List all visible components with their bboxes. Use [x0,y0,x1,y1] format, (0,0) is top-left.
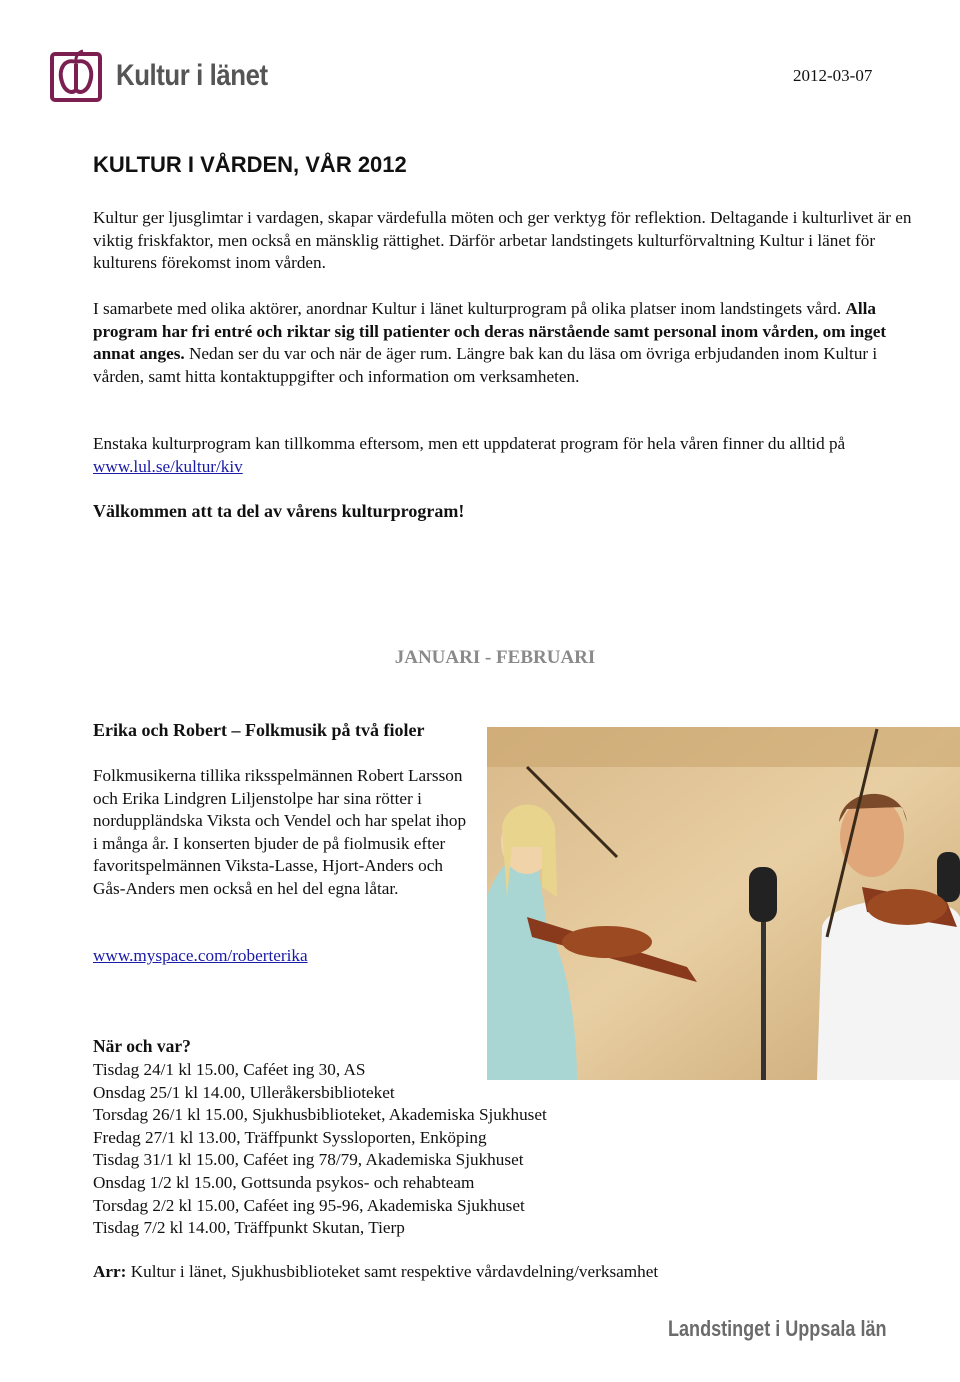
welcome-text: Välkommen att ta del av vårens kulturprogram! [93,501,465,521]
apple-logo-icon [50,48,102,104]
logo-text: Kultur i länet [116,59,268,92]
intro-paragraph-2 [93,298,913,388]
schedule-item: Onsdag 25/1 kl 14.00, Ulleråkersbiblioteket [93,1082,395,1102]
schedule-item: Tisdag 24/1 kl 15.00, Caféet ing 30, AS [93,1060,366,1079]
schedule-item: Tisdag 31/1 kl 15.00, Caféet ing 78/79, Akademiska Sjukhuset [93,1150,524,1170]
kultur-i-lanet-logo [50,48,292,104]
musicians-photo [487,727,960,1080]
schedule-list [93,1059,547,1240]
schedule-item: Fredag 27/1 kl 13.00, Träffpunkt Syssloporten, Enköping [93,1127,487,1147]
event-description: Folkmusikerna tillika riksspelmännen Robert Larsson och Erika Lindgren Liljenstolpe har sina rötter i norduppländska Viksta och Vendel och har spelat ihop i många år. I konserten bjuder de på fiolmusik efter favoritspelmännen Viksta-Lasse, Hjort-Anders och Gås-Anders men också en hel del egna låtar. [93,766,467,898]
organizer-text: Kultur i länet, Sjukhusbiblioteket samt respektive vårdavdelning/verksamhet [126,1262,659,1281]
month-heading: JANUARI - FEBRUARI [394,647,596,668]
landstinget-logo: Landstinget i Uppsala län [668,1316,887,1341]
organizer-line [93,1262,658,1282]
schedule-item: Torsdag 2/2 kl 15.00, Caféet ing 95-96, Akademiska Sjukhuset [93,1195,525,1215]
p2-text-start: I samarbete med olika aktörer, anordnar Kultur i länet kulturprogram på olika platser inom landstingets vård. [93,299,846,318]
document-date: 2012-03-07 [793,66,873,85]
when-where-heading: När och var? [93,1036,191,1056]
p2-text-end: Nedan ser du var och när de äger rum. Längre bak kan du läsa om övriga erbjudanden inom Kultur i vården, samt hitta kontaktuppgifter och information om verksamheten. [93,344,878,386]
organizer-label: Arr: [93,1262,127,1281]
p2-bold-text: Alla program har fri entré och riktar sig till patienter och deras närstående samt personal inom vården, om inget annat anges. [93,299,887,364]
intro-paragraph-1: Kultur ger ljusglimtar i vardagen, skapar värdefulla möten och ger verktyg för reflektion. Deltagande i kulturlivet är en viktig friskfaktor, men också en mänsklig rättighet. Därför arbetar landstingets kulturförvaltning Kultur i länet för kulturens förekomst inom vården. [93,208,912,273]
intro-paragraph-3 [93,433,913,478]
schedule-item: Tisdag 7/2 kl 14.00, Träffpunkt Skutan, Tierp [93,1218,405,1238]
event-link[interactable]: www.myspace.com/roberterika [93,946,308,965]
page-title: KULTUR I VÅRDEN, VÅR 2012 [93,152,407,177]
schedule-item: Torsdag 26/1 kl 15.00, Sjukhusbiblioteket, Akademiska Sjukhuset [93,1105,547,1125]
p3-text: Enstaka kulturprogram kan tillkomma eftersom, men ett uppdaterat program för hela våren finner du alltid på [93,434,846,453]
schedule-item: Onsdag 1/2 kl 15.00, Gottsunda psykos- och rehabteam [93,1172,475,1192]
event-title: Erika och Robert – Folkmusik på två fioler [93,720,425,740]
kiv-link[interactable]: www.lul.se/kultur/kiv [93,456,243,476]
